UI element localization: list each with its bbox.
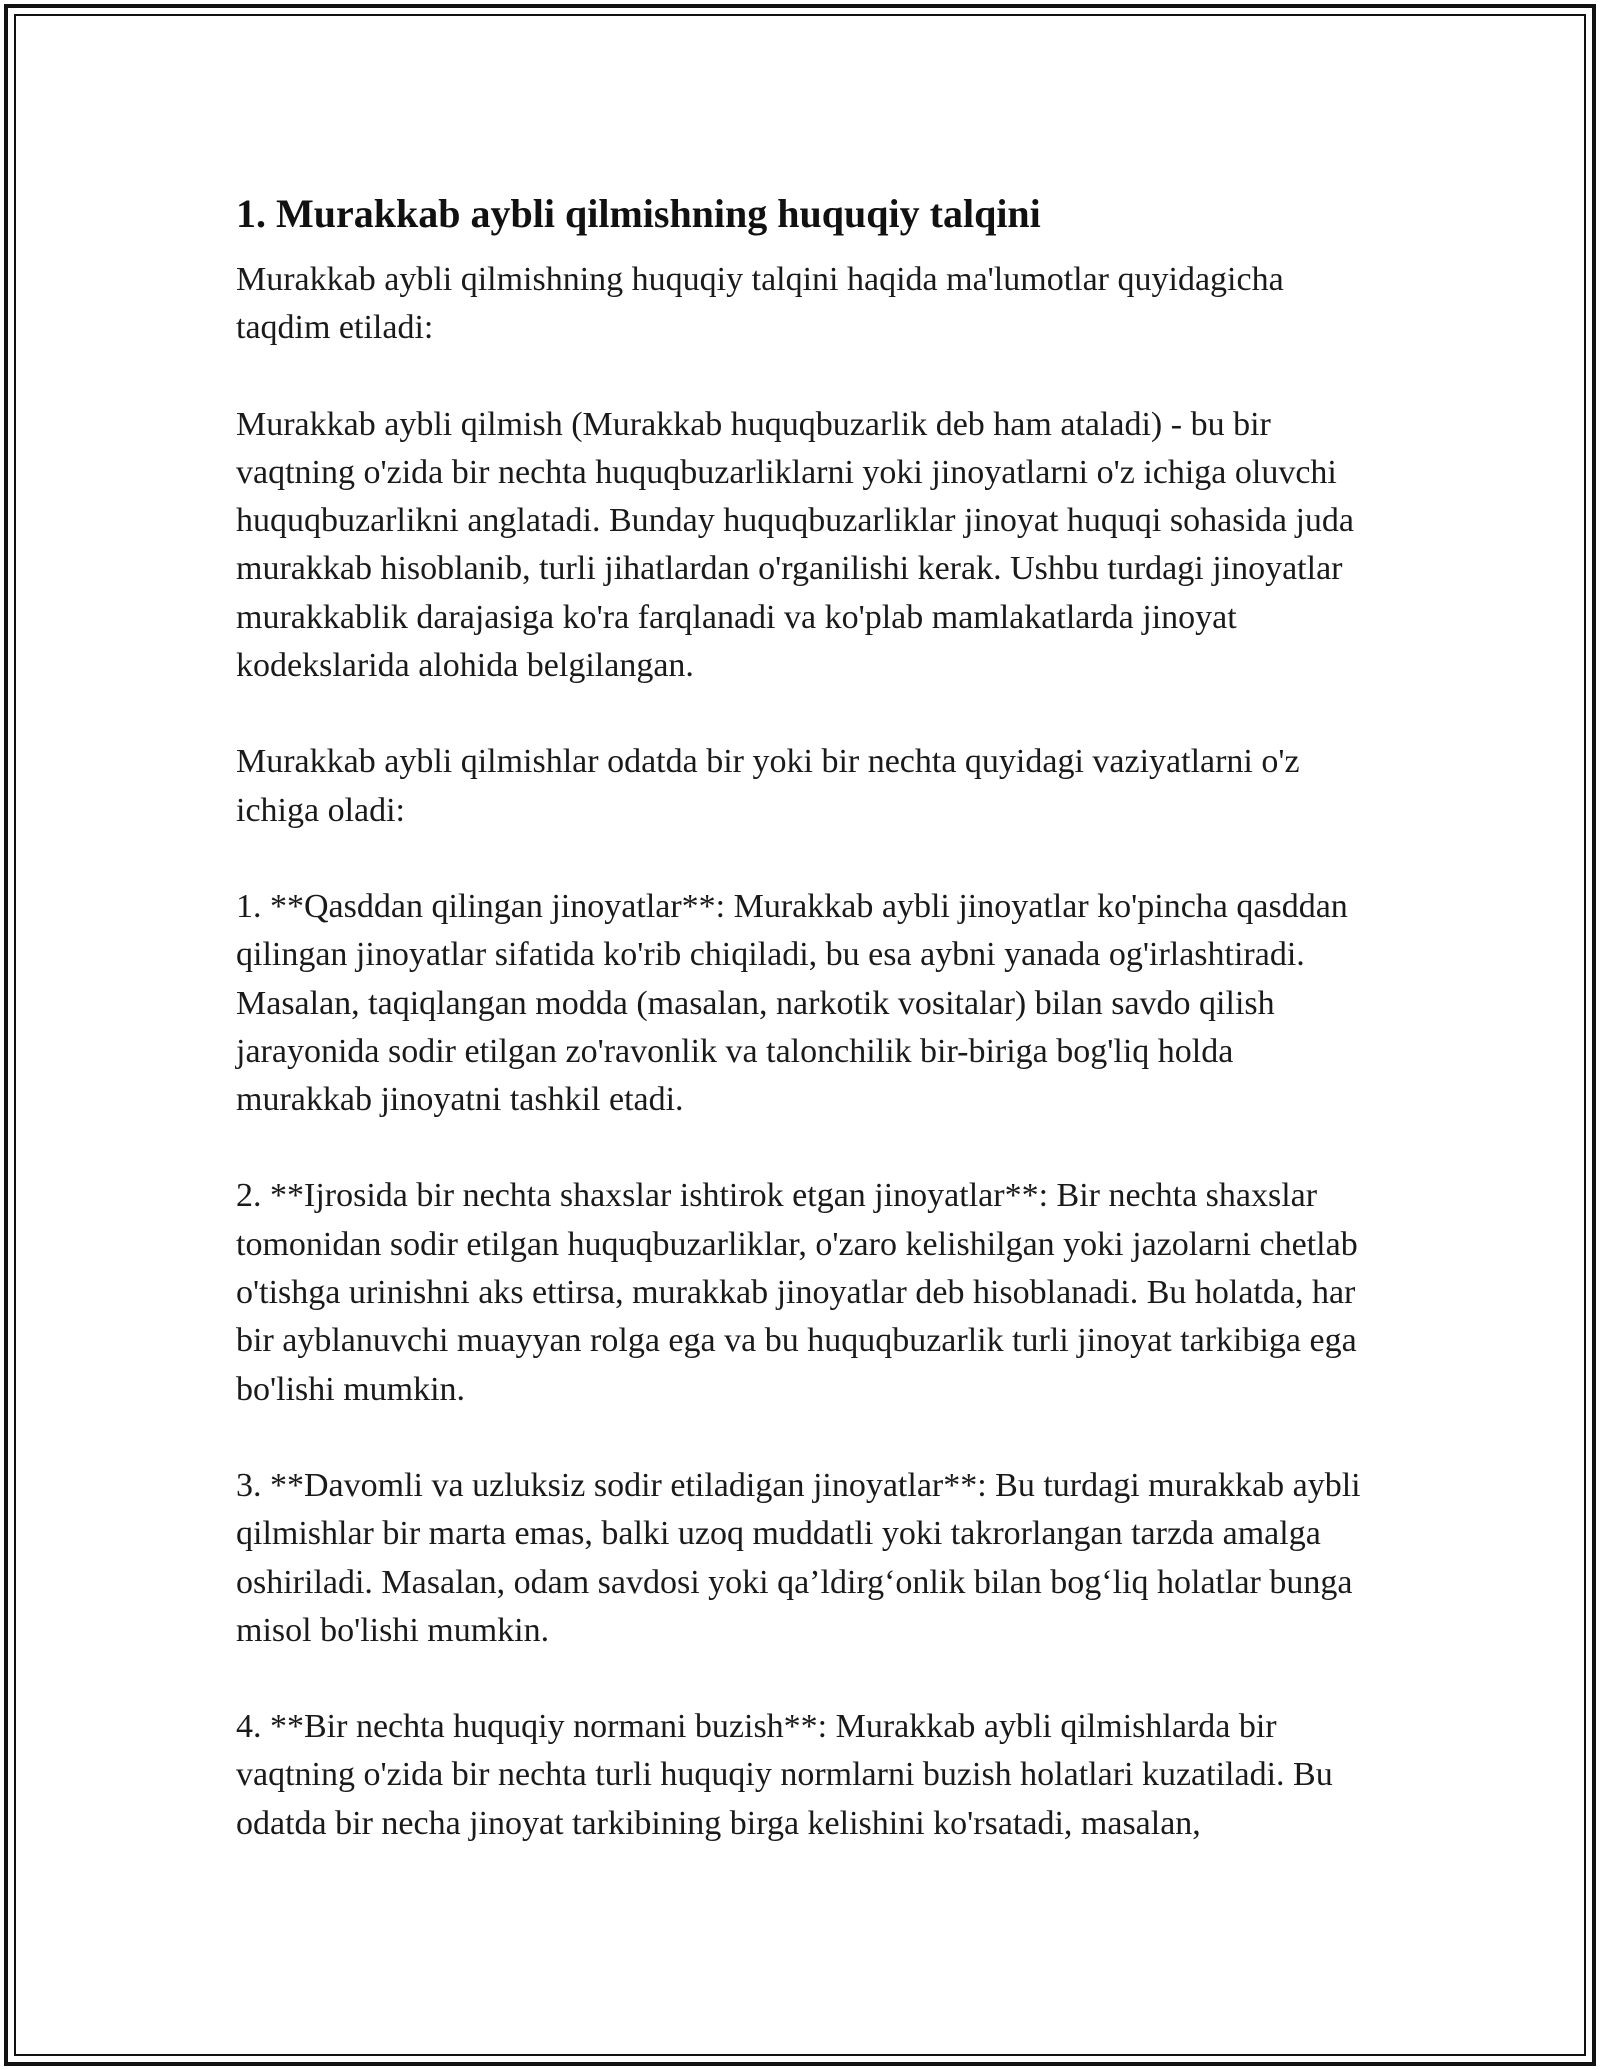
list-item-1: 1. **Qasddan qilingan jinoyatlar**: Murakkab aybli jinoyatlar ko'pincha qasddan qilingan jinoyatlar sifatida ko'rib chiqiladi, bu esa aybni yanada og'irlashtiradi. Masalan, taqiqlangan modda (masalan, narkotik vositalar) bilan savdo qilish jarayonida sodir etilgan zo'ravonlik va talonchilik bir-biriga bog'liq holda murakkab jinoyatni tashkil etadi. [236, 887, 1348, 1119]
list-item-4: 4. **Bir nechta huquqiy normani buzish**: Murakkab aybli qilmishlarda bir vaqtning o'zida bir nechta turli huquqiy normlarni buzish holatlari kuzatiladi. Bu odatda bir necha jinoyat tarkibining birga kelishini ko'rsatadi, masalan, [236, 1708, 1333, 1842]
list-item-3: 3. **Davomli va uzluksiz sodir etiladigan jinoyatlar**: Bu turdagi murakkab aybli qilmishlar bir marta emas, balki uzoq muddatli yoki takrorlangan tarzda amalga oshiriladi. Masalan, odam savdosi yoki qa’ldirg‘onlik bilan bog‘liq holatlar bunga misol bo'lishi mumkin. [236, 1466, 1361, 1649]
intro-paragraph: Murakkab aybli qilmishning huquqiy talqini haqida ma'lumotlar quyidagicha taqdim etiladi: [236, 261, 1284, 347]
definition-paragraph: Murakkab aybli qilmish (Murakkab huquqbuzarlik deb ham ataladi) - bu bir vaqtning o'zida bir nechta huquqbuzarliklarni yoki jinoyatlarni o'z ichiga oluvchi huquqbuzarlikni anglatadi. Bunday huquqbuzarliklar jinoyat huquqi sohasida juda murakkab hisoblanib, turli jihatlardan o'rganilishi kerak. Ushbu turdagi jinoyatlar murakkablik darajasiga ko'ra farqlanadi va ko'plab mamlakatlarda jinoyat kodekslarida alohida belgilangan. [236, 405, 1354, 685]
document-body [236, 186, 1376, 1896]
list-item-2: 2. **Ijrosida bir nechta shaxslar ishtirok etgan jinoyatlar**: Bir nechta shaxslar tomonidan sodir etilgan huquqbuzarliklar, o'zaro kelishilgan yoki jazolarni chetlab o'tishga urinishni aks ettirsa, murakkab jinoyatlar deb hisoblanadi. Bu holatda, har bir ayblanuvchi muayyan rolga ega va bu huquqbuzarlik turli jinoyat tarkibiga ega bo'lishi mumkin. [236, 1177, 1358, 1408]
situations-intro-paragraph: Murakkab aybli qilmishlar odatda bir yoki bir nechta quyidagi vaziyatlarni o'z ichiga oladi: [236, 743, 1300, 829]
section-heading: 1. Murakkab aybli qilmishning huquqiy talqini [236, 191, 1041, 236]
